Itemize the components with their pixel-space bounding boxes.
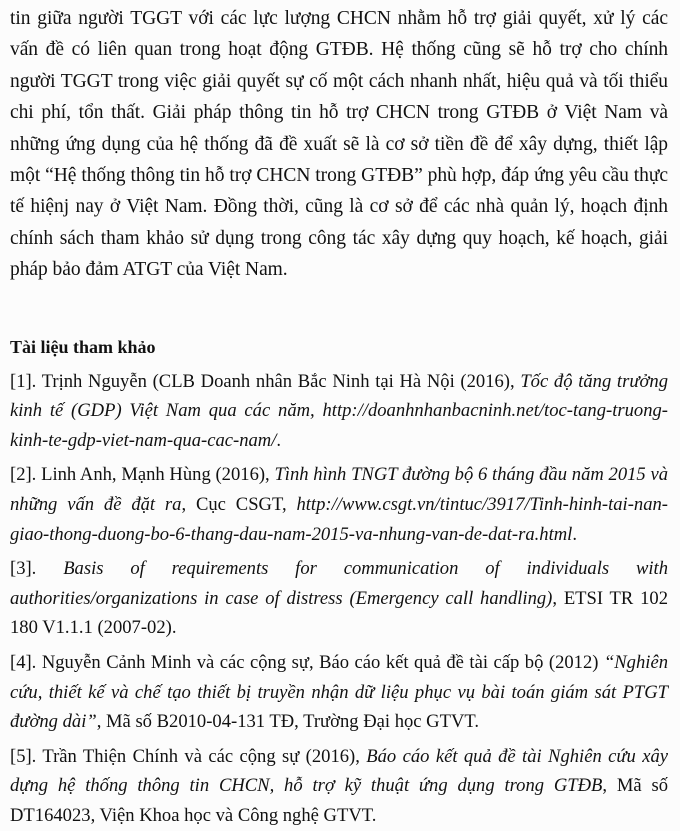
references-heading: Tài liệu tham khảo bbox=[10, 336, 156, 357]
reference-text-italic: Tốc độ tăng trưởng kinh tế (GDP) Việt Nam qua các năm, http://doanhnhanbacninh.net/toc-tang-truong-kinh-te-gdp-viet-nam-qua-cac-nam/ bbox=[10, 370, 668, 451]
reference-marker: [1]. bbox=[10, 370, 37, 392]
body-paragraph: tin giữa người TGGT với các lực lượng CHCN nhằm hỗ trợ giải quyết, xử lý các vấn đề có liên quan trong hoạt động GTĐB. Hệ thống cũng sẽ hỗ trợ cho chính người TGGT trong việc giải quyết sự cố một cách nhanh nhất, hiệu quả và tối thiểu chi phí, tổn thất. Giải pháp thông tin hỗ trợ CHCN trong GTĐB ở Việt Nam và những ứng dụng của hệ thống đã đề xuất sẽ là cơ sở tiền đề để xây dựng, thiết lập một “Hệ thống thông tin hỗ trợ CHCN trong GTĐB” phù hợp, đáp ứng yêu cầu thực tế hiệnj nay ở Việt Nam. Đồng thời, cũng là cơ sở để các nhà quản lý, hoạch định chính sách tham khảo sử dụng trong công tác xây dựng quy hoạch, kế hoạch, giải pháp bảo đảm ATGT của Việt Nam. bbox=[10, 8, 668, 281]
reference-text-roman bbox=[36, 558, 63, 579]
reference-text-roman-3: . bbox=[572, 523, 578, 545]
reference-url-italic: http://www.csgt.vn/tintuc/3917/Tinh-hinh-tai-nan-giao-thong-duong-bo-6-thang-dau-nam-2015-va-nhung-van-de-dat-ra.html bbox=[10, 494, 668, 545]
reference-marker: [5]. bbox=[10, 745, 37, 767]
reference-item bbox=[10, 643, 668, 737]
reference-text-roman: Trần Thiện Chính và các cộng sự (2016), bbox=[36, 745, 367, 767]
reference-text-roman-2: , Mã số B2010-04-131 TĐ, Trường Đại học GTVT. bbox=[96, 711, 480, 733]
reference-text-italic: “Nghiên cứu, thiết kế và chế tạo thiết bị truyền nhận dữ liệu phục vụ bài toán giám sát PTGT đường dài” bbox=[10, 652, 668, 733]
reference-item bbox=[10, 455, 668, 549]
reference-item bbox=[10, 358, 668, 456]
reference-text-italic: Tình hình TNGT đường bộ 6 tháng đầu năm 2015 và những vấn đề đặt ra bbox=[10, 464, 668, 516]
reference-text-roman-2: , Cục CSGT, bbox=[181, 494, 297, 516]
reference-text-roman: Trịnh Nguyễn (CLB Doanh nhân Bắc Ninh tại Hà Nội (2016), bbox=[36, 370, 521, 392]
references-list bbox=[10, 358, 668, 831]
reference-item bbox=[10, 549, 668, 643]
reference-marker: [3]. bbox=[10, 558, 37, 580]
reference-text-roman-2: , ETSI TR 102 180 V1.1.1 (2007-02). bbox=[10, 587, 668, 639]
reference-text-roman: Nguyễn Cảnh Minh và các cộng sự, Báo cáo kết quả đề tài cấp bộ (2012) bbox=[36, 652, 604, 673]
reference-text-italic: Báo cáo kết quả đề tài Nghiên cứu xây dựng hệ thống thông tin CHCN, hỗ trợ kỹ thuật ứng dụng trong GTĐB bbox=[10, 745, 668, 797]
reference-marker: [4]. bbox=[10, 652, 37, 673]
reference-text-roman: Linh Anh, Mạnh Hùng (2016), bbox=[36, 464, 275, 486]
reference-marker: [2]. bbox=[10, 464, 37, 486]
reference-text-italic: Basis of requirements for communication of individuals with authorities/organizations in case of distress (Emergency call handling) bbox=[10, 558, 668, 609]
reference-text-roman-2: , Mã số DT164023, Viện Khoa học và Công nghệ GTVT. bbox=[10, 775, 669, 826]
reference-item bbox=[10, 737, 668, 831]
reference-text-roman-2: . bbox=[276, 429, 282, 451]
